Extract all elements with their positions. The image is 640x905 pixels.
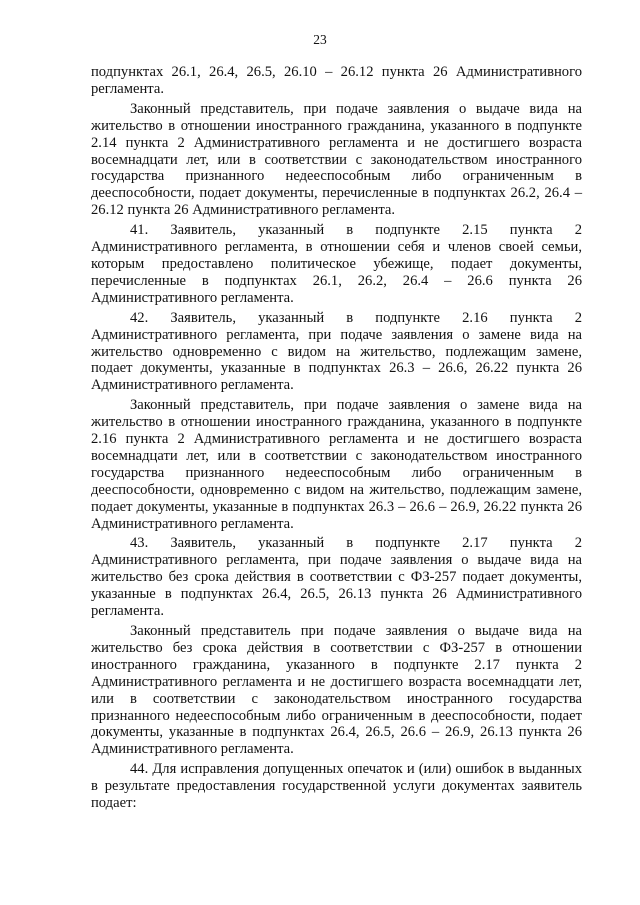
page-number: 23 [313,32,327,47]
paragraph-legal-representative-indefinite: Законный представитель при подаче заявления о выдаче вида на жительство без срока действия в соответствии с ФЗ-257 в отношении иностранного гражданина, указанного в подпункте 2.17 пункта 2 Административного регламента и не достигшего возраста восемнадцати лет, или в соответствии с законодательством иностранного государства признанного недееспособным либо ограниченным в дееспособности, подает документы, указанные в подпунктах 26.4, 26.5, 26.6 – 26.9, 26.13 пункта 26 Административного регламента. [91,623,582,758]
paragraph-item-44: 44. Для исправления допущенных опечаток и (или) ошибок в выданных в результате предоставления государственной услуги документах заявитель подает: [91,761,582,812]
paragraph-continuation: подпунктах 26.1, 26.4, 26.5, 26.10 – 26.12 пункта 26 Административного регламента. [91,64,582,97]
paragraph-legal-representative-permit: Законный представитель, при подаче заявления о выдаче вида на жительство в отношении иностранного гражданина, указанного в подпункте 2.14 пункта 2 Административного регламента и не достигшего возраста восемнадцати лет, или в соответствии с законодательством иностранного государства признанного недееспособным либо ограниченным в дееспособности, подает документы, перечисленные в подпунктах 26.2, 26.4 – 26.12 пункта 26 Административного регламента. [91,100,582,219]
document-body [91,64,582,815]
paragraph-legal-representative-replacement: Законный представитель, при подаче заявления о замене вида на жительство в отношении иностранного гражданина, указанного в подпункте 2.16 пункта 2 Административного регламента и не достигшего возраста восемнадцати лет, или в соответствии с законодательством иностранного государства признанного недееспособным либо ограниченным в дееспособности, одновременно с видом на жительство, подлежащим замене, подает документы, указанные в подпунктах 26.3 – 26.6 – 26.9, 26.22 пункта 26 Административного регламента. [91,397,582,532]
paragraph-item-42: 42. Заявитель, указанный в подпункте 2.16 пункта 2 Административного регламента, при подаче заявления о замене вида на жительство одновременно с видом на жительство, подлежащим замене, подает документы, указанные в подпунктах 26.3 – 26.6, 26.22 пункта 26 Административного регламента. [91,309,582,394]
paragraph-item-43: 43. Заявитель, указанный в подпункте 2.17 пункта 2 Административного регламента, при подаче заявления о выдаче вида на жительство без срока действия в соответствии с ФЗ-257 подает документы, указанные в подпунктах 26.4, 26.5, 26.13 пункта 26 Административного регламента. [91,535,582,620]
paragraph-item-41: 41. Заявитель, указанный в подпункте 2.15 пункта 2 Административного регламента, в отношении себя и членов своей семьи, которым предоставлено политическое убежище, подает документы, перечисленные в подпунктах 26.1, 26.2, 26.4 – 26.6 пункта 26 Административного регламента. [91,222,582,306]
